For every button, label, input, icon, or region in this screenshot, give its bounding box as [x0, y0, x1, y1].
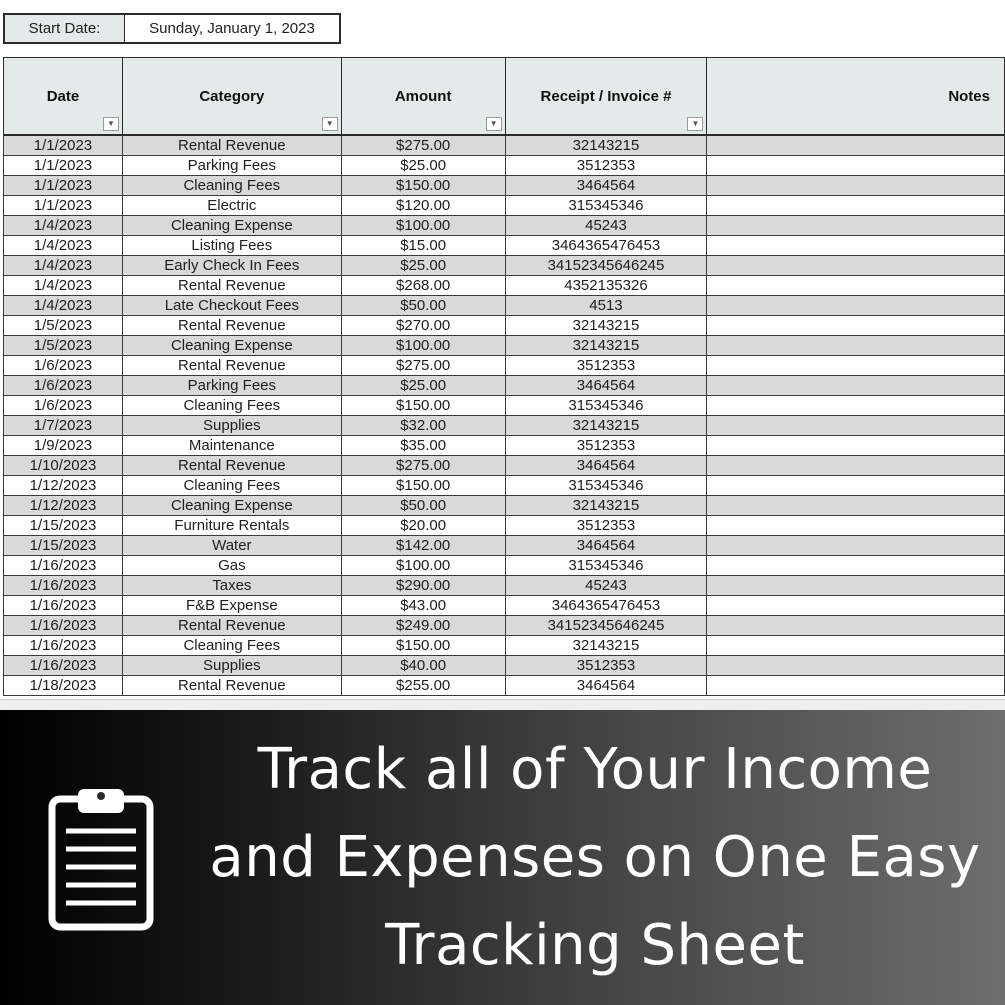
table-row [4, 296, 1005, 316]
cell-notes[interactable] [707, 356, 1005, 376]
cell-category[interactable]: Rental Revenue [122, 456, 341, 476]
cell-receipt[interactable]: 3464365476453 [505, 236, 707, 256]
cell-date[interactable]: 1/16/2023 [4, 556, 123, 576]
table-row [4, 556, 1005, 576]
cell-amount[interactable]: $100.00 [341, 556, 505, 576]
cell-receipt[interactable]: 3464564 [505, 676, 707, 696]
cell-receipt[interactable]: 3464564 [505, 536, 707, 556]
table-row [4, 216, 1005, 236]
table-row [4, 396, 1005, 416]
cell-date[interactable]: 1/16/2023 [4, 596, 123, 616]
cell-notes[interactable] [707, 576, 1005, 596]
cell-notes[interactable] [707, 216, 1005, 236]
cell-category[interactable]: Maintenance [122, 436, 341, 456]
column-header-date [4, 58, 123, 136]
start-date-box [3, 13, 341, 44]
cell-receipt[interactable]: 315345346 [505, 476, 707, 496]
cell-receipt[interactable]: 3512353 [505, 436, 707, 456]
cell-amount[interactable]: $32.00 [341, 416, 505, 436]
cell-notes[interactable] [707, 496, 1005, 516]
cell-amount[interactable]: $43.00 [341, 596, 505, 616]
cell-notes[interactable] [707, 476, 1005, 496]
cell-date[interactable]: 1/16/2023 [4, 576, 123, 596]
cell-receipt[interactable]: 3512353 [505, 656, 707, 676]
cell-receipt[interactable]: 3464564 [505, 176, 707, 196]
table-row [4, 516, 1005, 536]
cell-notes[interactable] [707, 176, 1005, 196]
table-row [4, 156, 1005, 176]
cell-notes[interactable] [707, 616, 1005, 636]
table-row [4, 436, 1005, 456]
cell-notes[interactable] [707, 536, 1005, 556]
cell-date[interactable]: 1/18/2023 [4, 676, 123, 696]
cell-category[interactable]: Water [122, 536, 341, 556]
cell-date[interactable]: 1/16/2023 [4, 636, 123, 656]
headline-line: Tracking Sheet [385, 913, 805, 978]
cell-receipt[interactable]: 3512353 [505, 516, 707, 536]
cell-category[interactable]: Furniture Rentals [122, 516, 341, 536]
cell-amount[interactable]: $275.00 [341, 456, 505, 476]
cell-date[interactable]: 1/1/2023 [4, 135, 123, 156]
cell-amount[interactable]: $290.00 [341, 576, 505, 596]
column-header-receipt [505, 58, 707, 136]
column-header-category [122, 58, 341, 136]
cell-receipt[interactable]: 45243 [505, 576, 707, 596]
cell-amount[interactable]: $25.00 [341, 156, 505, 176]
filter-dropdown-icon[interactable]: ▼ [687, 117, 703, 131]
cell-notes[interactable] [707, 316, 1005, 336]
table-row [4, 476, 1005, 496]
cell-notes[interactable] [707, 456, 1005, 476]
cell-amount[interactable]: $25.00 [341, 376, 505, 396]
sheet-tab-strip[interactable] [0, 699, 1005, 710]
cell-date[interactable]: 1/5/2023 [4, 316, 123, 336]
cell-category[interactable]: Cleaning Fees [122, 476, 341, 496]
cell-amount[interactable]: $50.00 [341, 296, 505, 316]
headline-line: and Expenses on One Easy [209, 825, 981, 890]
cell-date[interactable]: 1/4/2023 [4, 236, 123, 256]
table-row [4, 336, 1005, 356]
cell-receipt[interactable]: 315345346 [505, 396, 707, 416]
cell-category[interactable]: Cleaning Fees [122, 636, 341, 656]
cell-date[interactable]: 1/6/2023 [4, 356, 123, 376]
cell-category[interactable]: Cleaning Fees [122, 176, 341, 196]
cell-receipt[interactable]: 32143215 [505, 135, 707, 156]
cell-category[interactable]: Cleaning Expense [122, 336, 341, 356]
cell-amount[interactable]: $20.00 [341, 516, 505, 536]
cell-receipt[interactable]: 3464564 [505, 376, 707, 396]
column-header-label: Notes [948, 87, 990, 105]
cell-category[interactable]: Rental Revenue [122, 676, 341, 696]
cell-notes[interactable] [707, 636, 1005, 656]
clipboard-icon [48, 785, 154, 931]
cell-notes[interactable] [707, 135, 1005, 156]
table-row [4, 496, 1005, 516]
cell-date[interactable]: 1/10/2023 [4, 456, 123, 476]
table-row [4, 536, 1005, 556]
cell-amount[interactable]: $25.00 [341, 256, 505, 276]
cell-date[interactable]: 1/4/2023 [4, 296, 123, 316]
table-row [4, 596, 1005, 616]
cell-notes[interactable] [707, 416, 1005, 436]
filter-dropdown-icon[interactable]: ▼ [103, 117, 119, 131]
cell-amount[interactable]: $15.00 [341, 236, 505, 256]
cell-receipt[interactable]: 315345346 [505, 556, 707, 576]
cell-notes[interactable] [707, 656, 1005, 676]
cell-amount[interactable]: $100.00 [341, 216, 505, 236]
table-row [4, 456, 1005, 476]
cell-category[interactable]: F&B Expense [122, 596, 341, 616]
cell-category[interactable]: Rental Revenue [122, 135, 341, 156]
cell-category[interactable]: Supplies [122, 416, 341, 436]
cell-category[interactable]: Taxes [122, 576, 341, 596]
cell-receipt[interactable]: 3512353 [505, 356, 707, 376]
cell-notes[interactable] [707, 336, 1005, 356]
cell-amount[interactable]: $150.00 [341, 636, 505, 656]
cell-category[interactable]: Parking Fees [122, 376, 341, 396]
cell-amount[interactable]: $270.00 [341, 316, 505, 336]
cell-receipt[interactable]: 45243 [505, 216, 707, 236]
cell-notes[interactable] [707, 236, 1005, 256]
cell-notes[interactable] [707, 516, 1005, 536]
column-header-label: Receipt / Invoice # [540, 87, 672, 105]
cell-receipt[interactable]: 3512353 [505, 156, 707, 176]
table-row [4, 616, 1005, 636]
cell-date[interactable]: 1/15/2023 [4, 516, 123, 536]
cell-amount[interactable]: $100.00 [341, 336, 505, 356]
cell-date[interactable]: 1/1/2023 [4, 156, 123, 176]
cell-amount[interactable]: $150.00 [341, 476, 505, 496]
table-row [4, 356, 1005, 376]
cell-receipt[interactable]: 32143215 [505, 416, 707, 436]
cell-notes[interactable] [707, 596, 1005, 616]
cell-amount[interactable]: $50.00 [341, 496, 505, 516]
cell-receipt[interactable]: 3464564 [505, 456, 707, 476]
cell-notes[interactable] [707, 376, 1005, 396]
cell-amount[interactable]: $249.00 [341, 616, 505, 636]
cell-receipt[interactable]: 32143215 [505, 636, 707, 656]
column-header-label: Amount [394, 87, 452, 105]
cell-receipt[interactable]: 4513 [505, 296, 707, 316]
cell-date[interactable]: 1/4/2023 [4, 216, 123, 236]
filter-dropdown-icon[interactable]: ▼ [322, 117, 338, 131]
table-row [4, 636, 1005, 656]
cell-date[interactable]: 1/6/2023 [4, 376, 123, 396]
cell-receipt[interactable]: 34152345646245 [505, 256, 707, 276]
table-body [4, 135, 1005, 696]
cell-notes[interactable] [707, 256, 1005, 276]
table-row [4, 135, 1005, 156]
cell-amount[interactable]: $150.00 [341, 176, 505, 196]
cell-category[interactable]: Late Checkout Fees [122, 296, 341, 316]
cell-amount[interactable]: $275.00 [341, 135, 505, 156]
cell-date[interactable]: 1/1/2023 [4, 176, 123, 196]
cell-amount[interactable]: $255.00 [341, 676, 505, 696]
transactions-table [3, 57, 1005, 696]
cell-amount[interactable]: $150.00 [341, 396, 505, 416]
cell-date[interactable]: 1/5/2023 [4, 336, 123, 356]
filter-dropdown-icon[interactable]: ▼ [486, 117, 502, 131]
cell-category[interactable]: Rental Revenue [122, 616, 341, 636]
cell-amount[interactable]: $268.00 [341, 276, 505, 296]
cell-category[interactable]: Rental Revenue [122, 316, 341, 336]
cell-category[interactable]: Cleaning Fees [122, 396, 341, 416]
table-row [4, 176, 1005, 196]
cell-category[interactable]: Rental Revenue [122, 276, 341, 296]
cell-receipt[interactable]: 3464365476453 [505, 596, 707, 616]
cell-date[interactable]: 1/1/2023 [4, 196, 123, 216]
table-row [4, 256, 1005, 276]
table-row [4, 276, 1005, 296]
cell-receipt[interactable]: 32143215 [505, 316, 707, 336]
headline-line: Track all of Your Income [257, 737, 933, 802]
cell-category[interactable]: Rental Revenue [122, 356, 341, 376]
banner-headline [205, 726, 985, 990]
cell-date[interactable]: 1/16/2023 [4, 656, 123, 676]
cell-date[interactable]: 1/16/2023 [4, 616, 123, 636]
cell-date[interactable]: 1/4/2023 [4, 256, 123, 276]
cell-amount[interactable]: $275.00 [341, 356, 505, 376]
table-row [4, 376, 1005, 396]
column-header-amount [341, 58, 505, 136]
column-header-label: Category [199, 87, 265, 105]
table-row [4, 316, 1005, 336]
cell-receipt[interactable]: 4352135326 [505, 276, 707, 296]
cell-date[interactable]: 1/9/2023 [4, 436, 123, 456]
cell-notes[interactable] [707, 196, 1005, 216]
cell-amount[interactable]: $40.00 [341, 656, 505, 676]
cell-category[interactable]: Cleaning Expense [122, 216, 341, 236]
header-row [4, 58, 1005, 136]
cell-notes[interactable] [707, 296, 1005, 316]
cell-receipt[interactable]: 32143215 [505, 336, 707, 356]
cell-date[interactable]: 1/15/2023 [4, 536, 123, 556]
cell-category[interactable]: Early Check In Fees [122, 256, 341, 276]
cell-notes[interactable] [707, 436, 1005, 456]
cell-date[interactable]: 1/12/2023 [4, 476, 123, 496]
cell-date[interactable]: 1/4/2023 [4, 276, 123, 296]
cell-amount[interactable]: $120.00 [341, 196, 505, 216]
cell-receipt[interactable]: 315345346 [505, 196, 707, 216]
cell-date[interactable]: 1/12/2023 [4, 496, 123, 516]
table-row [4, 236, 1005, 256]
table-row [4, 576, 1005, 596]
cell-category[interactable]: Cleaning Expense [122, 496, 341, 516]
table-row [4, 196, 1005, 216]
cell-category[interactable]: Listing Fees [122, 236, 341, 256]
cell-category[interactable]: Parking Fees [122, 156, 341, 176]
cell-date[interactable]: 1/6/2023 [4, 396, 123, 416]
cell-category[interactable]: Supplies [122, 656, 341, 676]
cell-date[interactable]: 1/7/2023 [4, 416, 123, 436]
cell-category[interactable]: Gas [122, 556, 341, 576]
cell-receipt[interactable]: 34152345646245 [505, 616, 707, 636]
column-header-label: Date [46, 87, 80, 105]
table-row [4, 676, 1005, 696]
table-row [4, 416, 1005, 436]
cell-category[interactable]: Electric [122, 196, 341, 216]
cell-notes[interactable] [707, 396, 1005, 416]
start-date-cell[interactable]: Sunday, January 1, 2023 [125, 15, 339, 42]
cell-notes[interactable] [707, 276, 1005, 296]
table-row [4, 656, 1005, 676]
start-date-label: Start Date: [5, 15, 125, 42]
column-header-notes [707, 58, 1005, 136]
cell-amount[interactable]: $35.00 [341, 436, 505, 456]
cell-receipt[interactable]: 32143215 [505, 496, 707, 516]
cell-notes[interactable] [707, 676, 1005, 696]
cell-notes[interactable] [707, 556, 1005, 576]
cell-amount[interactable]: $142.00 [341, 536, 505, 556]
cell-notes[interactable] [707, 156, 1005, 176]
